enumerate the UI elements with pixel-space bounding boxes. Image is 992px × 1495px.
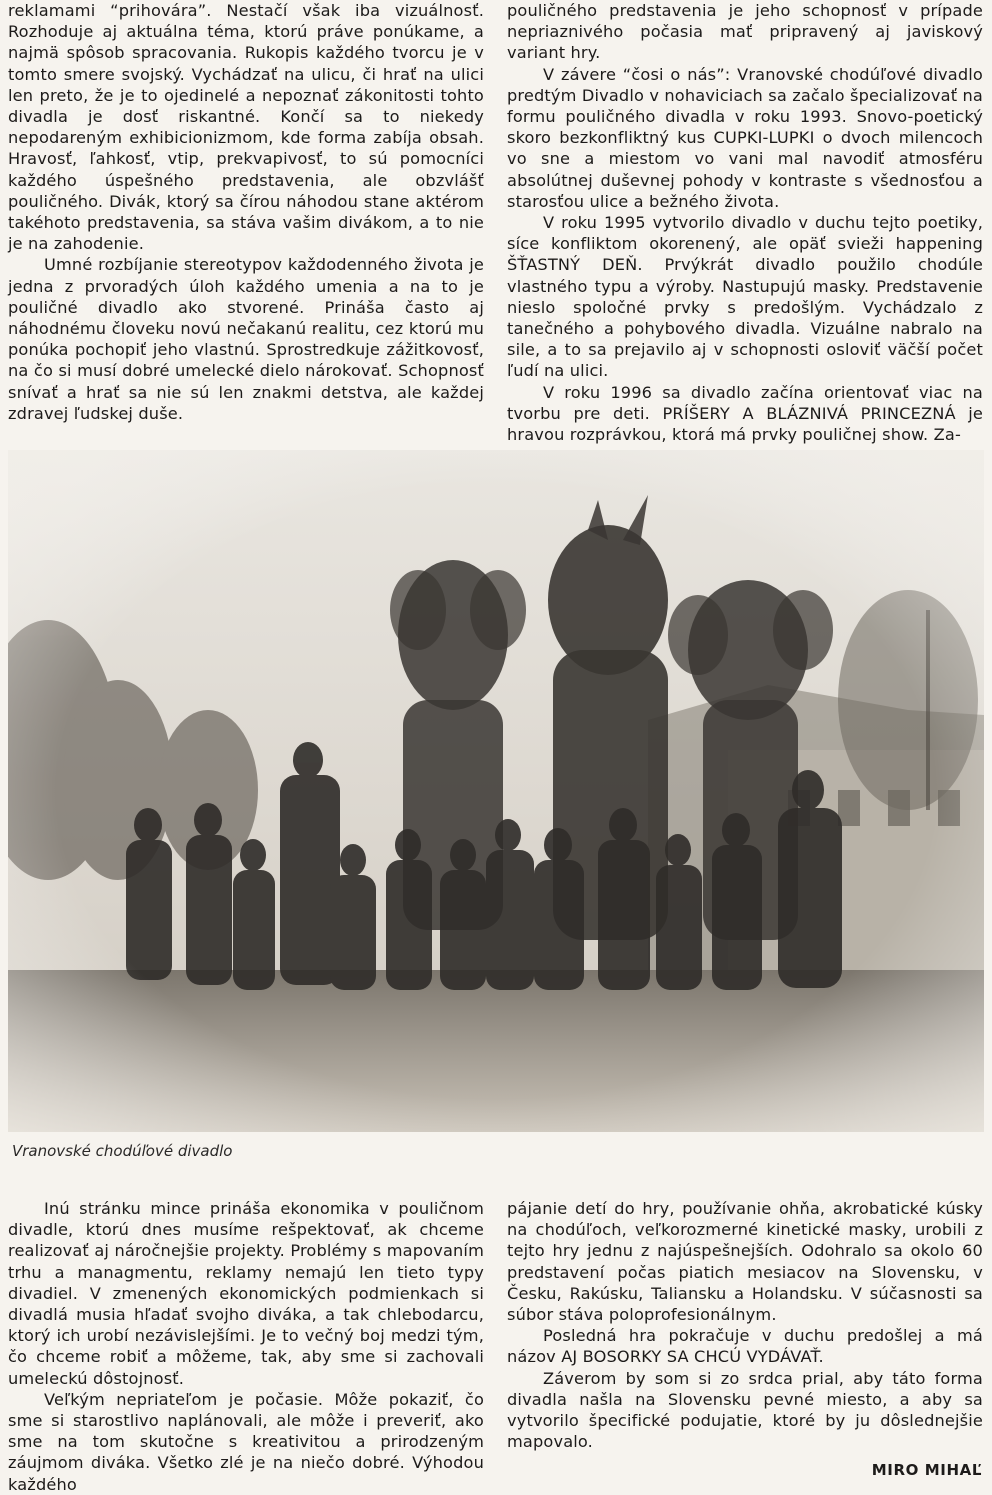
article-column-bottom-left [8,1198,484,1495]
group-photo [8,450,984,1132]
paragraph: Inú stránku mince prináša ekonomika v pouličnom divadle, ktorú dnes musíme rešpektovať, ak chceme realizovať aj náročnejšie projekty. Problémy s mapovaním trhu a managmentu, reklamy nemajú len tieto typy divadiel. V zmenených ekonomických podmienkach si divadlá musia hľadať svojho diváka, a tak chlebodarcu, ktorý ich urobí nezávislejšími. Je to večný boj medzi tým, čo chceme robiť a môžeme, tak, aby sme si zachovali umeleckú dôstojnosť. [8,1199,484,1388]
paragraph: pouličného predstavenia je jeho schopnosť v prípade nepriaznivého počasia mať pripravený aj javiskový variant hry. [507,1,983,63]
paragraph: V roku 1995 vytvorilo divadlo v duchu tejto poetiky, síce konfliktom okorenený, ale opäť svieži happening ŠŤASTNÝ DEŇ. Prvýkrát divadlo použilo chodúle vlastného typu a výroby. Nastupujú masky. Predstavenie nieslo spoločné prvky s predošlým. Vychádzalo z tanečného a pohybového divadla. Vizuálne nabralo na sile, a to sa prejavilo aj v schopnosti osloviť väčší počet ľudí na ulici. [507,213,983,381]
article-column-top-right [507,0,983,445]
article-column-bottom-right [507,1198,983,1452]
paragraph: pájanie detí do hry, používanie ohňa, akrobatické kúsky na chodúľoch, veľkorozmerné kinetické masky, urobili z tejto hry jednu z najúspešnejších. Odohralo sa okolo 60 predstavení počas piatich mesiacov na Slovensku, v Česku, Rakúsku, Taliansku a Holandsku. V súčasnosti sa súbor stáva poloprofesionálnym. [507,1199,983,1325]
author-byline: MIRO MIHAĽ [871,1461,982,1479]
paragraph: Umné rozbíjanie stereotypov každodenného života je jedna z prvoradých úloh každého umenia a na to je pouličné divadlo ako stvorené. Prináša často aj náhodnému človeku novú nečakanú realitu, cez ktorú mu ponúka pochopiť jeho vlastnú. Sprostredkuje zážitkovosť, na čo si musí dobré umelecké dielo nárokovať. Schopnosť snívať a hrať sa nie sú len znakmi detstva, ale každej zdravej ľudskej duše. [8,255,484,423]
article-column-top-left [8,0,484,424]
paragraph: Veľkým nepriateľom je počasie. Môže pokaziť, čo sme si starostlivo naplánovali, ale môže i preveriť, ako sme na tom skutočne s kreativitou a prirodzeným záujmom diváka. Všetko zlé je na niečo dobré. Výhodou každého [8,1389,484,1494]
photo-illustration [8,450,984,1132]
paragraph: reklamami “prihovára”. Nestačí však iba vizuálnosť. Rozhoduje aj aktuálna téma, ktorú práve ponúkame, a najmä spôsob spracovania. Rukopis každého tvorcu je v tomto smere svojský. Vychádzať na ulicu, či hrať na ulici len preto, že je to ojedinelé a nepoznať zákonitosti tohto divadla je dosť riskantné. Končí sa to niekedy nepodareným exhibicionizmom, kde forma zabíja obsah. Hravosť, ľahkosť, vtip, prekvapivosť, to sú pomocníci každého úspešného predstavenia, ale obzvlášť pouličného. Divák, ktorý sa čírou náhodou stane aktérom takéhoto predstavenia, sa stáva vašim divákom, a to nie je na zahodenie. [8,1,484,254]
paragraph: Posledná hra pokračuje v duchu predošlej a má názov AJ BOSORKY SA CHCÚ VYDÁVAŤ. [507,1326,983,1367]
paragraph: V roku 1996 sa divadlo začína orientovať viac na tvorbu pre deti. PRÍŠERY A BLÁZNIVÁ PRINCEZNÁ je hravou rozprávkou, ktorá má prvky pouličnej show. Za- [507,382,983,445]
photo-caption: Vranovské chodúľové divadlo [12,1142,233,1160]
paragraph: V závere “čosi o nás”: Vranovské chodúľové divadlo predtým Divadlo v nohaviciach sa začalo špecializovať na formu pouličného divadla v roku 1993. Snovo-poetický skoro bezkonfliktný kus CUPKI-LUPKI o dvoch milencoch vo sne a miestom vo vani mal navodiť atmosféru absolútnej duševnej pohody v kontraste s všednosťou a starosťou ulice a bežného života. [507,64,983,211]
paragraph: Záverom by som si zo srdca prial, aby táto forma divadla našla na Slovensku pevné miesto, a aby sa vytvorilo špecifické podujatie, ktoré by ju dôslednejšie mapovalo. [507,1368,983,1452]
